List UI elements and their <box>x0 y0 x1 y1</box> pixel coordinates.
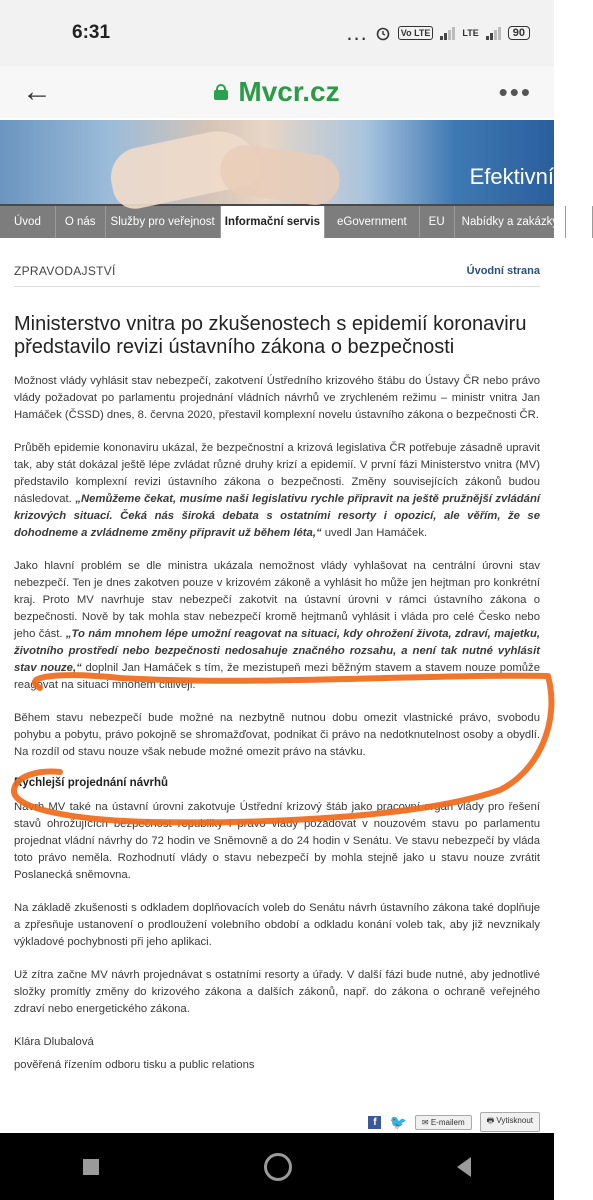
clock: 6:31 <box>72 22 111 43</box>
lte-icon: LTE <box>462 28 479 38</box>
recent-apps-icon[interactable] <box>83 1159 99 1175</box>
section-label: ZPRAVODAJSTVÍ <box>14 264 116 278</box>
more-menu-icon[interactable]: ••• <box>498 76 532 107</box>
orange-circle-annotation <box>14 675 552 822</box>
paragraph-7: Už zítra začne MV návrh projednávat s ostatními resorty a úřady. V další fázi bude nutné, aby jednotlivé složky promítly změny do krizového zákona a dalších zákonů, např. do zákona o ochraně veřejného zdraví nebo energetického zákona. <box>14 969 540 1015</box>
subheading: Rychlejší projednání návrhů <box>14 777 169 789</box>
volte-icon: Vo LTE <box>398 26 434 40</box>
battery-icon: 90 <box>508 26 530 40</box>
email-label: E-mailem <box>430 1117 465 1127</box>
author-role: pověřená řízením odboru tisku a public relations <box>14 1059 255 1071</box>
home-link[interactable]: Úvodní strana <box>466 265 540 277</box>
paragraph-2-attribution: uvedl Jan Hamáček. <box>324 527 428 539</box>
nav-tab-o-nas[interactable]: O nás <box>56 206 106 238</box>
paragraph-4: Během stavu nebezpečí bude možné na nezbytně nutnou dobu omezit vlastnické právo, svobodu pohybu a pobytu, právo pokojně se shromažďovat, podnikat či právo na nedotknutelnost osoby a obydlí. Na rozdíl od stavu nouze však nebude možné omezit právo na stávku. <box>14 712 540 758</box>
nav-tab-pro[interactable]: Pro <box>566 206 593 238</box>
print-button[interactable]: 🖶 Vytisknout <box>480 1112 540 1132</box>
android-navigation-bar <box>0 1133 554 1200</box>
url-text: Mvcr.cz <box>238 76 340 107</box>
facebook-icon[interactable]: f <box>368 1116 381 1129</box>
paragraph-1: Možnost vlády vyhlásit stav nebezpečí, zakotvení Ústředního krizového štábu do Ústavy ČR nebo právo vlády požadovat po parlamentu projednání vládních návrhů ve zrychleném režimu – ministr vnitra Jan Hamáček (ČSSD) dnes, 8. června 2020, přestavil komplexní novelu ústavního zákona o bezpečnosti ČR. <box>14 375 540 421</box>
paragraph-3-quote: „To nám mnohem lépe umožní reagovat na situaci, kdy ohrožení života, zdraví, majetku, životního prostředí nebo bezpečnosti nedosahuje značného rozsahu, a není tak nutné vyhlásit stav nouze,“ <box>14 628 540 674</box>
nav-tab-uvod[interactable]: Úvod <box>0 206 56 238</box>
paragraph-5: Návrh MV také na ústavní úrovni zakotvuje Ústřední krizový štáb jako pracovní orgán vlády pro řešení stavů ohrožujících bezpečnost republiky i právo vlády požadovat v nouzovém stavu po parlamentu projednat vládní návrhy do 72 hodin ve Sněmovně a do 24 hodin v Senátu. Ve stavu nebezpečí by vláda toto právo neměla. Rozhodnutí vlády o stavu nebezpečí by mohla stejně jako u stavu nouze zvrátit Poslanecká sněmovna. <box>14 801 540 881</box>
paragraph-3-attribution: doplnil Jan Hamáček s tím, že mezistupeň mezi běžným stavem a stavem nouze pomůže reagovat na situaci mnohem citlivěji. <box>14 662 540 691</box>
author-name: Klára Dlubalová <box>14 1036 94 1048</box>
nav-tab-sluzby[interactable]: Služby pro veřejnost <box>106 206 221 238</box>
more-notifications-icon: ... <box>346 20 368 45</box>
paragraph-2-quote: „Nemůžeme čekat, musíme naši legislativu rychle připravit na ještě pružnější zvládání krizových situací. Čeká nás široká debata s ostatními resorty i opozicí, ale věřím, že se dohodneme a zvládneme změny připravit už během léta,“ <box>14 493 541 539</box>
back-icon[interactable] <box>457 1157 471 1177</box>
email-button[interactable]: ✉ E-mailem <box>415 1115 472 1130</box>
banner-title: Efektivní <box>469 164 554 189</box>
back-arrow-icon[interactable]: ← <box>22 75 52 108</box>
article-title: Ministerstvo vnitra po zkušenostech s epidemií koronaviru představilo revizi ústavního zákona o bezpečnosti <box>14 313 527 358</box>
print-label: Vytisknout <box>496 1116 533 1125</box>
nav-tab-informacni-servis[interactable]: Informační servis <box>221 206 325 238</box>
nav-tab-eu[interactable]: EU <box>420 206 455 238</box>
paragraph-6: Na základě zkušenosti s odkladem doplňovacích voleb do Senátu návrh ústavního zákona také doplňuje a zpřesňuje ustanovení o prodloužení volebního období a odkladu konání voleb tak, aby již nevznikaly výkladové pochybnosti při jeho aplikaci. <box>14 902 540 948</box>
nav-tab-nabidky[interactable]: Nabídky a zakázky <box>455 206 567 238</box>
nav-tab-egovernment[interactable]: eGovernment <box>325 206 420 238</box>
paragraph-2-text: Průběh epidemie kononaviru ukázal, že bezpečnostní a krizová legislativa ČR potřebuje zásadně upravit tak, aby stát dokázal ještě lépe zvládat různé druhy krizí a epidemií. V první fázi Ministerstvo vnitra (MV) představilo komplexní revizi ústavního zákona o bezpečnosti. Změny souvisejících zákonů budou následovat. <box>14 442 540 505</box>
paragraph-3-text: Jako hlavní problém se dle ministra ukázala nemožnost vlády vyhlašovat na centrální úrovni stav nebezpečí. Ten je dnes zakotven pouze v krizovém zákoně a vyhlásit ho může jen hejtman pro konkrétní kraj. Proto MV navrhuje stav nebezpečí zakotvit na ústavní úrovni v rámci ústavního zákona o bezpečnosti. Nově by tak mohla stav nebezpečí kromě hejtmanů vyhlásit i vláda pro celé Česko nebo jeho část. <box>14 560 540 640</box>
home-icon[interactable] <box>264 1153 292 1181</box>
twitter-icon[interactable]: 🐦 <box>389 1113 407 1130</box>
